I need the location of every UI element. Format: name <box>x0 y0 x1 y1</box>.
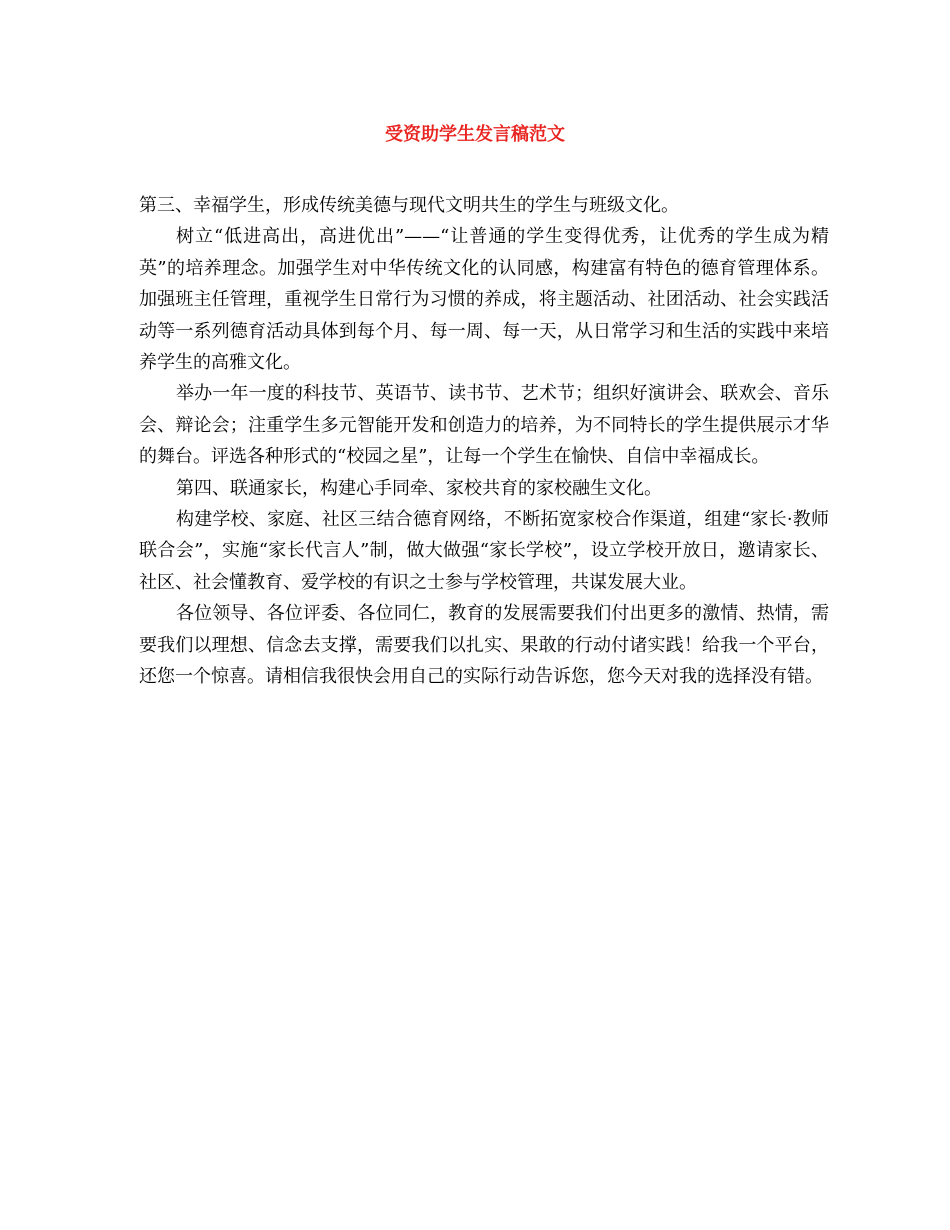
document-body <box>139 190 829 693</box>
paragraph-section-three-heading: 第三、幸福学生，形成传统美德与现代文明共生的学生与班级文化。 <box>139 195 679 216</box>
paragraph-cultivation-philosophy: 树立“低进高出，高进优出”——“让普通的学生变得优秀，让优秀的学生成为精英”的培养理念。加强学生对中华传统文化的认同感，构建富有特色的德育管理体系。加强班主任管理，重视学生日常行为习惯的养成，将主题活动、社团活动、社会实践活动等一系列德育活动具体到每个月、每一周、每一天，从日常学习和生活的实践中来培养学生的高雅文化。 <box>139 226 829 374</box>
paragraph-section-four-heading: 第四、联通家长，构建心手同牵、家校共育的家校融生文化。 <box>176 477 662 499</box>
paragraph-closing-remarks: 各位领导、各位评委、各位同仁，教育的发展需要我们付出更多的激情、热情，需要我们以理想、信念去支撑，需要我们以扎实、果敢的行动付诸实践！给我一个平台，还您一个惊喜。请相信我很快会用自己的实际行动告诉您，您今天对我的选择没有错。 <box>139 603 829 688</box>
paragraph-home-school-network: 构建学校、家庭、社区三结合德育网络，不断拓宽家校合作渠道，组建“家长·教师联合会”，实施“家长代言人”制，做大做强“家长学校”，设立学校开放日，邀请家长、社区、社会懂教育、爱学校的有识之士参与学校管理，共谋发展大业。 <box>139 509 829 593</box>
document-title: 受资助学生发言稿范文 <box>385 124 565 145</box>
paragraph-annual-festivals: 举办一年一度的科技节、英语节、读书节、艺术节；组织好演讲会、联欢会、音乐会、辩论会；注重学生多元智能开发和创造力的培养，为不同特长的学生提供展示才华的舞台。评选各种形式的“校园之星”，让每一个学生在愉快、自信中幸福成长。 <box>139 383 829 468</box>
